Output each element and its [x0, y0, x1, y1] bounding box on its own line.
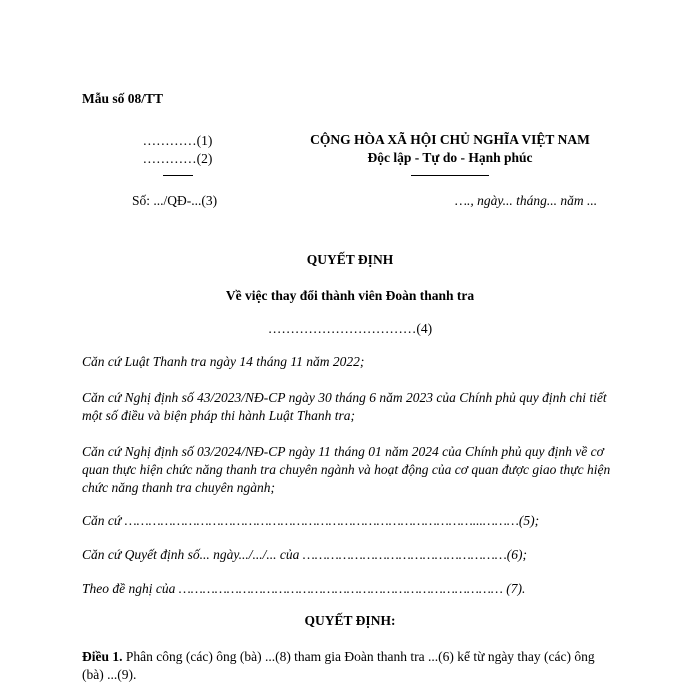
- document-title: QUYẾT ĐỊNH: [306, 252, 394, 267]
- national-motto: Độc lập - Tự do - Hạnh phúc: [367, 150, 533, 165]
- proposal-basis: Theo đề nghị của ……………………………………………………………………… (7).: [82, 581, 526, 596]
- right-header-divider: [411, 175, 489, 176]
- legal-basis-1: Căn cứ Luật Thanh tra ngày 14 tháng 11 năm 2022;: [82, 354, 365, 369]
- left-header-divider: [163, 175, 193, 176]
- legal-basis-4: Căn cứ ……………………………………………………………………………...………(5);: [82, 513, 540, 528]
- decision-number: Số: .../QĐ-...(3): [132, 193, 218, 208]
- legal-basis-5: Căn cứ Quyết định số... ngày.../.../... của ……………………………………………(6);: [82, 547, 528, 562]
- issuing-body-line-2: …………(2): [142, 151, 213, 166]
- issuing-authority: ……………………………(4): [267, 321, 433, 336]
- document-subtitle: Về việc thay đổi thành viên Đoàn thanh tra: [225, 288, 475, 303]
- article-1: [82, 648, 618, 684]
- decision-heading: QUYẾT ĐỊNH:: [304, 613, 396, 628]
- article-1-text: Phân công (các) ông (bà) ...(8) tham gia Đoàn thanh tra ...(6) kể từ ngày thay (các) ông (bà) ...(9).: [82, 649, 595, 682]
- country-name: CỘNG HÒA XÃ HỘI CHỦ NGHĨA VIỆT NAM: [310, 132, 590, 147]
- legal-basis-3: Căn cứ Nghị định số 03/2024/NĐ-CP ngày 11 tháng 01 năm 2024 của Chính phủ quy định về cơ quan thực hiện chức năng thanh tra chuyên ngành và hoạt động của cơ quan được giao thực hiện chức năng thanh tra chuyên ngành;: [82, 444, 611, 495]
- article-1-label: Điều 1.: [82, 649, 123, 664]
- place-and-date: …., ngày... tháng... năm ...: [455, 193, 598, 208]
- legal-basis-2: Căn cứ Nghị định số 43/2023/NĐ-CP ngày 30 tháng 6 năm 2023 của Chính phủ quy định chi tiết một số điều và biện pháp thi hành Luật Thanh tra;: [82, 390, 607, 423]
- issuing-body-line-1: …………(1): [142, 133, 213, 148]
- form-number: Mẫu số 08/TT: [82, 91, 164, 106]
